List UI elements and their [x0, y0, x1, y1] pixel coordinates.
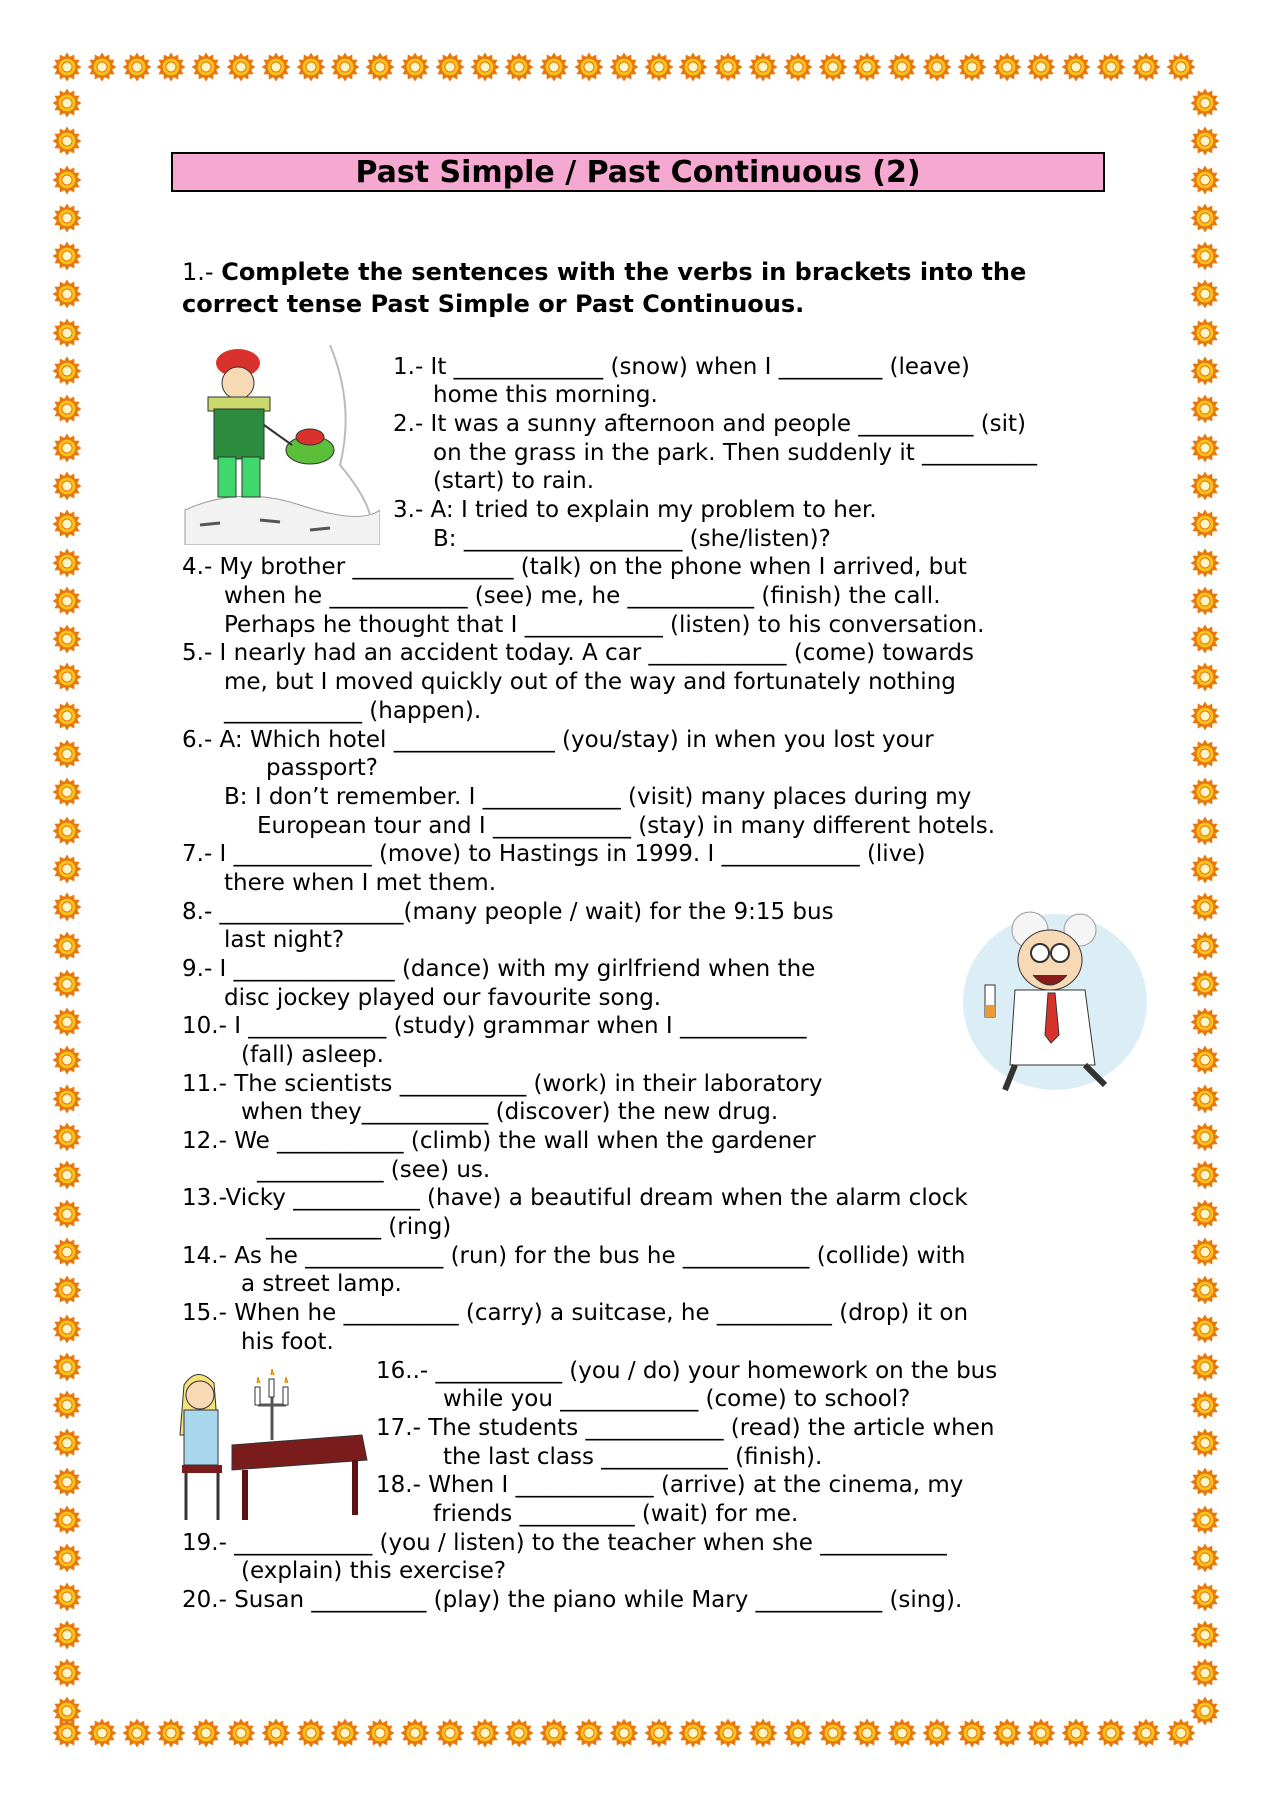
exercise-line: there when I met them.: [224, 870, 497, 896]
sun-icon: [609, 1718, 639, 1748]
exercise-line: 5.- I nearly had an accident today. A car ____________ (come) towards: [182, 640, 974, 666]
exercise-line: friends __________ (wait) for me.: [433, 1501, 799, 1527]
sun-icon: [226, 52, 256, 82]
sun-icon: [957, 52, 987, 82]
sun-icon: [1190, 1007, 1220, 1037]
left-border: [52, 88, 82, 1726]
sun-icon: [52, 1658, 82, 1688]
sun-icon: [52, 471, 82, 501]
exercise-line: (start) to rain.: [433, 468, 595, 494]
sun-icon: [1190, 1543, 1220, 1573]
sun-icon: [52, 1696, 82, 1726]
exercise-line: a street lamp.: [241, 1271, 402, 1297]
sun-icon: [1061, 1718, 1091, 1748]
exercise-line: ___________ (see) us.: [257, 1157, 491, 1183]
sun-icon: [1190, 1160, 1220, 1190]
sun-icon: [748, 1718, 778, 1748]
sun-icon: [539, 1718, 569, 1748]
sun-icon: [1190, 509, 1220, 539]
sun-icon: [1190, 1390, 1220, 1420]
sun-icon: [52, 1505, 82, 1535]
sun-icon: [1190, 777, 1220, 807]
exercise-line: the last class ___________ (finish).: [443, 1444, 823, 1470]
sun-icon: [52, 624, 82, 654]
sun-icon: [52, 279, 82, 309]
sun-icon: [52, 1467, 82, 1497]
sun-icon: [852, 1718, 882, 1748]
sun-icon: [52, 586, 82, 616]
sun-icon: [52, 1084, 82, 1114]
sun-icon: [1190, 931, 1220, 961]
sun-icon: [1026, 1718, 1056, 1748]
sun-icon: [922, 1718, 952, 1748]
sun-icon: [296, 1718, 326, 1748]
sun-icon: [539, 52, 569, 82]
exercise-line: 10.- I ____________ (study) grammar when I ___________: [182, 1013, 807, 1039]
sun-icon: [330, 52, 360, 82]
sun-icon: [1190, 969, 1220, 999]
sun-icon: [1190, 1505, 1220, 1535]
sun-icon: [1190, 1122, 1220, 1152]
sun-icon: [957, 1718, 987, 1748]
sun-icon: [261, 1718, 291, 1748]
sun-icon: [1190, 126, 1220, 156]
sun-icon: [1190, 203, 1220, 233]
sun-icon: [226, 1718, 256, 1748]
sun-icon: [1190, 739, 1220, 769]
sun-icon: [52, 969, 82, 999]
sun-icon: [1190, 318, 1220, 348]
sun-icon: [52, 1237, 82, 1267]
sun-icon: [296, 52, 326, 82]
sun-icon: [52, 52, 82, 82]
sun-icon: [52, 126, 82, 156]
sun-icon: [52, 816, 82, 846]
exercise-line: 12.- We ___________ (climb) the wall when the gardener: [182, 1128, 816, 1154]
sun-icon: [52, 1543, 82, 1573]
exercise-line: (explain) this exercise?: [241, 1558, 507, 1584]
instruction-text: Complete the sentences with the verbs in brackets into the correct tense Past Simple or Past Continuous.: [182, 258, 1027, 318]
exercise-line: ____________ (happen).: [224, 698, 482, 724]
sun-icon: [1166, 52, 1196, 82]
sun-icon: [400, 1718, 430, 1748]
sun-icon: [1190, 816, 1220, 846]
sun-icon: [122, 52, 152, 82]
sun-icon: [1096, 1718, 1126, 1748]
sun-icon: [1190, 433, 1220, 463]
exercise-line: 9.- I ______________ (dance) with my girlfriend when the: [182, 956, 816, 982]
exercise-line: home this morning.: [433, 382, 658, 408]
sun-icon: [783, 52, 813, 82]
sun-icon: [52, 1390, 82, 1420]
instruction-number: 1.-: [182, 258, 214, 286]
exercise-line: 3.- A: I tried to explain my problem to her.: [393, 497, 877, 523]
sun-icon: [1190, 165, 1220, 195]
sun-icon: [1190, 548, 1220, 578]
sun-icon: [52, 394, 82, 424]
exercise-line: passport?: [266, 755, 379, 781]
sun-icon: [1190, 279, 1220, 309]
sun-icon: [1190, 1275, 1220, 1305]
sun-icon: [1131, 1718, 1161, 1748]
sun-icon: [1190, 1045, 1220, 1075]
sun-icon: [818, 52, 848, 82]
sun-icon: [435, 1718, 465, 1748]
sun-icon: [1190, 624, 1220, 654]
sun-icon: [1190, 1696, 1220, 1726]
sun-icon: [504, 1718, 534, 1748]
exercise-line: 2.- It was a sunny afternoon and people __________ (sit): [393, 411, 1027, 437]
exercise-line: 6.- A: Which hotel ______________ (you/stay) in when you lost your: [182, 727, 934, 753]
exercise-line: last night?: [224, 927, 345, 953]
exercise-line: 17.- The students ____________ (read) the article when: [376, 1415, 995, 1441]
sun-icon: [818, 1718, 848, 1748]
sun-icon: [52, 1275, 82, 1305]
sun-icon: [122, 1718, 152, 1748]
sun-icon: [87, 1718, 117, 1748]
exercise-line: 20.- Susan __________ (play) the piano while Mary ___________ (sing).: [182, 1587, 963, 1613]
sun-icon: [1190, 471, 1220, 501]
sun-icon: [52, 318, 82, 348]
sun-icon: [470, 52, 500, 82]
sun-icon: [52, 1314, 82, 1344]
exercise-line: __________ (ring): [266, 1214, 452, 1240]
sun-icon: [992, 1718, 1022, 1748]
sun-icon: [1190, 1237, 1220, 1267]
sun-icon: [365, 1718, 395, 1748]
sun-icon: [52, 1199, 82, 1229]
sun-icon: [678, 52, 708, 82]
exercise-line: on the grass in the park. Then suddenly it __________: [433, 440, 1038, 466]
girl-at-piano-illustration: [162, 1365, 372, 1525]
sun-icon: [1190, 1428, 1220, 1458]
sun-icon: [1096, 52, 1126, 82]
sun-icon: [365, 52, 395, 82]
sun-icon: [504, 52, 534, 82]
exercise-line: when he ____________ (see) me, he ___________ (finish) the call.: [224, 583, 941, 609]
exercise-line: 19.- ____________ (you / listen) to the teacher when she ___________: [182, 1530, 947, 1556]
sun-icon: [156, 52, 186, 82]
sun-icon: [470, 1718, 500, 1748]
exercise-instruction: [182, 256, 1122, 320]
sun-icon: [87, 52, 117, 82]
sun-icon: [609, 52, 639, 82]
sun-icon: [992, 52, 1022, 82]
sun-icon: [261, 52, 291, 82]
sun-icon: [52, 1620, 82, 1650]
sun-icon: [52, 777, 82, 807]
sun-icon: [713, 52, 743, 82]
sun-icon: [1061, 52, 1091, 82]
sun-icon: [678, 1718, 708, 1748]
right-border: [1190, 88, 1220, 1726]
sun-icon: [1190, 1352, 1220, 1382]
sun-icon: [52, 1582, 82, 1612]
sun-icon: [52, 203, 82, 233]
sun-icon: [887, 52, 917, 82]
sun-icon: [1026, 52, 1056, 82]
sun-icon: [1190, 356, 1220, 386]
sun-icon: [156, 1718, 186, 1748]
sun-icon: [1190, 1084, 1220, 1114]
exercise-line: 15.- When he __________ (carry) a suitcase, he __________ (drop) it on: [182, 1300, 969, 1326]
sun-icon: [52, 701, 82, 731]
sun-icon: [52, 356, 82, 386]
sun-icon: [191, 1718, 221, 1748]
sun-icon: [52, 1122, 82, 1152]
sun-icon: [1190, 662, 1220, 692]
sun-icon: [191, 52, 221, 82]
sun-icon: [1190, 1658, 1220, 1688]
sun-icon: [52, 241, 82, 271]
sun-icon: [1190, 1314, 1220, 1344]
sun-icon: [1190, 394, 1220, 424]
sun-icon: [52, 165, 82, 195]
exercise-line: 14.- As he ____________ (run) for the bus he ___________ (collide) with: [182, 1243, 966, 1269]
exercise-line: 16..- ___________ (you / do) your homework on the bus: [376, 1358, 998, 1384]
sun-icon: [1190, 586, 1220, 616]
sun-icon: [1190, 1620, 1220, 1650]
sun-icon: [1190, 1199, 1220, 1229]
sun-icon: [1190, 88, 1220, 118]
sun-icon: [52, 433, 82, 463]
exercise-line: disc jockey played our favourite song.: [224, 985, 662, 1011]
exercise-line: Perhaps he thought that I ____________ (listen) to his conversation.: [224, 612, 985, 638]
exercise-line: me, but I moved quickly out of the way and fortunately nothing: [224, 669, 956, 695]
sun-icon: [783, 1718, 813, 1748]
exercise-line: 7.- I ____________ (move) to Hastings in 1999. I ____________ (live): [182, 841, 926, 867]
sun-icon: [435, 52, 465, 82]
sun-icon: [1190, 854, 1220, 884]
snowy-boy-illustration: [180, 345, 380, 545]
exercise-line: 1.- It _____________ (snow) when I _________ (leave): [393, 354, 970, 380]
sun-icon: [574, 52, 604, 82]
sun-icon: [644, 1718, 674, 1748]
sun-icon: [748, 52, 778, 82]
sun-icon: [330, 1718, 360, 1748]
exercise-line: 13.-Vicky ___________ (have) a beautiful dream when the alarm clock: [182, 1185, 968, 1211]
mad-scientist-illustration: [955, 905, 1155, 1100]
sun-icon: [52, 548, 82, 578]
sun-icon: [52, 1007, 82, 1037]
sun-icon: [1131, 52, 1161, 82]
sun-icon: [52, 892, 82, 922]
sun-icon: [52, 931, 82, 961]
sun-icon: [52, 1045, 82, 1075]
sun-icon: [52, 662, 82, 692]
sun-icon: [644, 52, 674, 82]
sun-icon: [713, 1718, 743, 1748]
sun-icon: [1190, 1467, 1220, 1497]
sun-icon: [52, 854, 82, 884]
top-border: [52, 52, 1196, 82]
sun-icon: [1190, 241, 1220, 271]
exercise-line: European tour and I ____________ (stay) in many different hotels.: [257, 813, 996, 839]
exercise-line: his foot.: [241, 1329, 334, 1355]
sun-icon: [52, 1160, 82, 1190]
exercise-line: B: ___________________ (she/listen)?: [433, 526, 831, 552]
exercise-line: when they___________ (discover) the new drug.: [241, 1099, 779, 1125]
exercise-line: while you ____________ (come) to school?: [443, 1386, 911, 1412]
exercise-line: B: I don’t remember. I ____________ (visit) many places during my: [224, 784, 972, 810]
exercise-line: (fall) asleep.: [241, 1042, 384, 1068]
exercise-line: 4.- My brother ______________ (talk) on the phone when I arrived, but: [182, 554, 967, 580]
sun-icon: [887, 1718, 917, 1748]
sun-icon: [1190, 892, 1220, 922]
sun-icon: [922, 52, 952, 82]
sun-icon: [52, 88, 82, 118]
sun-icon: [400, 52, 430, 82]
sun-icon: [52, 1428, 82, 1458]
exercise-line: 8.- ________________(many people / wait) for the 9:15 bus: [182, 899, 834, 925]
sun-icon: [52, 509, 82, 539]
exercise-line: 18.- When I ____________ (arrive) at the cinema, my: [376, 1472, 964, 1498]
bottom-border: [52, 1718, 1196, 1748]
sun-icon: [852, 52, 882, 82]
exercise-line: 11.- The scientists ___________ (work) in their laboratory: [182, 1071, 823, 1097]
worksheet-title: Past Simple / Past Continuous (2): [171, 152, 1105, 192]
sun-icon: [1190, 701, 1220, 731]
sun-icon: [52, 1352, 82, 1382]
sun-icon: [574, 1718, 604, 1748]
sun-icon: [52, 739, 82, 769]
sun-icon: [1190, 1582, 1220, 1612]
